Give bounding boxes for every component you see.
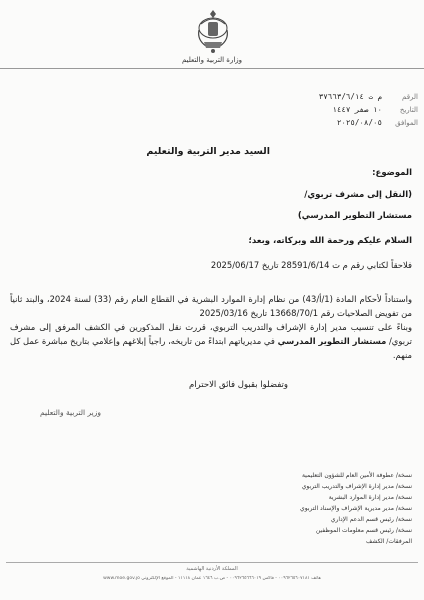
- date-label: التاريخ: [399, 105, 418, 114]
- signer-title: وزير التربية والتعليم: [40, 408, 101, 417]
- body-paragraph-1: فلاحقاً لكتابي رقم م ت 28591/6/14 تاريخ 2025/06/17: [210, 260, 412, 270]
- cc-item: نسخة/ عطوفة الأمين العام للشؤون التعليمية: [301, 472, 412, 479]
- body-paragraph-3-emphasis: مستشار التطوير المدرسي: [277, 336, 387, 346]
- header-divider: [0, 68, 424, 69]
- subject-line-2: مستشار التطوير المدرسي): [297, 211, 412, 221]
- reference-block: [278, 90, 418, 129]
- cc-item: نسخة/ مدير مديرية الإشراف والإسناد التربوي: [300, 505, 412, 512]
- footer-country: المملكة الأردنية الهاشمية: [186, 566, 238, 572]
- subject-line-1: (النقل إلى مشرف تربوي/: [304, 190, 412, 200]
- footer-contact: هاتف ٠٠٩٦٢٦٥٦٠٧١٨١ - فاكس ٠٠٩٦٢٦٥٦٦٦٠١٩ - ص.ب ١٦٤٦ عمان ١١١١٨ - الموقع الإلكتروني www.moe.gov.jo: [103, 576, 321, 581]
- agreement-label: الموافق: [395, 118, 418, 127]
- body-paragraph-3-start: وبناءً على تنسيب مدير إدارة الإشراف والتدريب التربوي، قررت نقل المذكورين في الكشف المرفق إلى مشرف تربوي/: [10, 322, 412, 346]
- attachments: المرفقات/ الكشف: [366, 538, 412, 545]
- cc-list: [192, 470, 412, 547]
- cc-item: نسخة/ مدير إدارة الإشراف والتدريب التربوي: [301, 483, 412, 490]
- subject-label: الموضوع:: [372, 168, 412, 178]
- ministry-name: وزارة التربية والتعليم: [181, 56, 243, 64]
- reference-number-row: [278, 90, 418, 103]
- footer-divider: [6, 562, 418, 563]
- recipient: السيد مدير التربية والتعليم: [146, 146, 270, 157]
- cc-item: نسخة/ مدير إدارة الموارد البشرية: [328, 494, 412, 501]
- coat-of-arms-icon: [196, 8, 230, 54]
- body-paragraph-2: واستناداً لأحكام المادة (1/أ/43) من نظام إدارة الموارد البشرية في القطاع العام رقم (33) لسنة 2024، والبند ثانياً من تفويض الصلاحيات رقم 13668/70/1 تاريخ 2025/03/16: [10, 294, 412, 318]
- reference-gregorian-row: [278, 116, 418, 129]
- gregorian-date: ٢٠٢٥/٠٨/٠٥: [336, 118, 382, 127]
- body-paragraph-3: [10, 320, 412, 362]
- closing: وتفضلوا بقبول فائق الاحترام: [188, 380, 288, 390]
- body-paragraph-3-end: في مديرياتهم ابتداءً من تاريخه، راجياً إبلاغهم وإعلامي بتاريخ مباشرة عمل كل منهم.: [10, 336, 412, 360]
- cc-item: نسخة/ رئيس قسم معلومات الموظفين: [315, 527, 412, 534]
- greeting: السلام عليكم ورحمة الله وبركاته، وبعد؛: [248, 236, 412, 246]
- cc-item: نسخة/ رئيس قسم الدعم الإداري: [330, 516, 412, 523]
- reference-date-row: [278, 103, 418, 116]
- number-value: م ت ٣٧٦٦٣/٦/١٤: [318, 92, 382, 101]
- number-label: الرقم: [402, 92, 418, 101]
- hijri-date: ١٠ صفر ١٤٤٧: [332, 105, 382, 114]
